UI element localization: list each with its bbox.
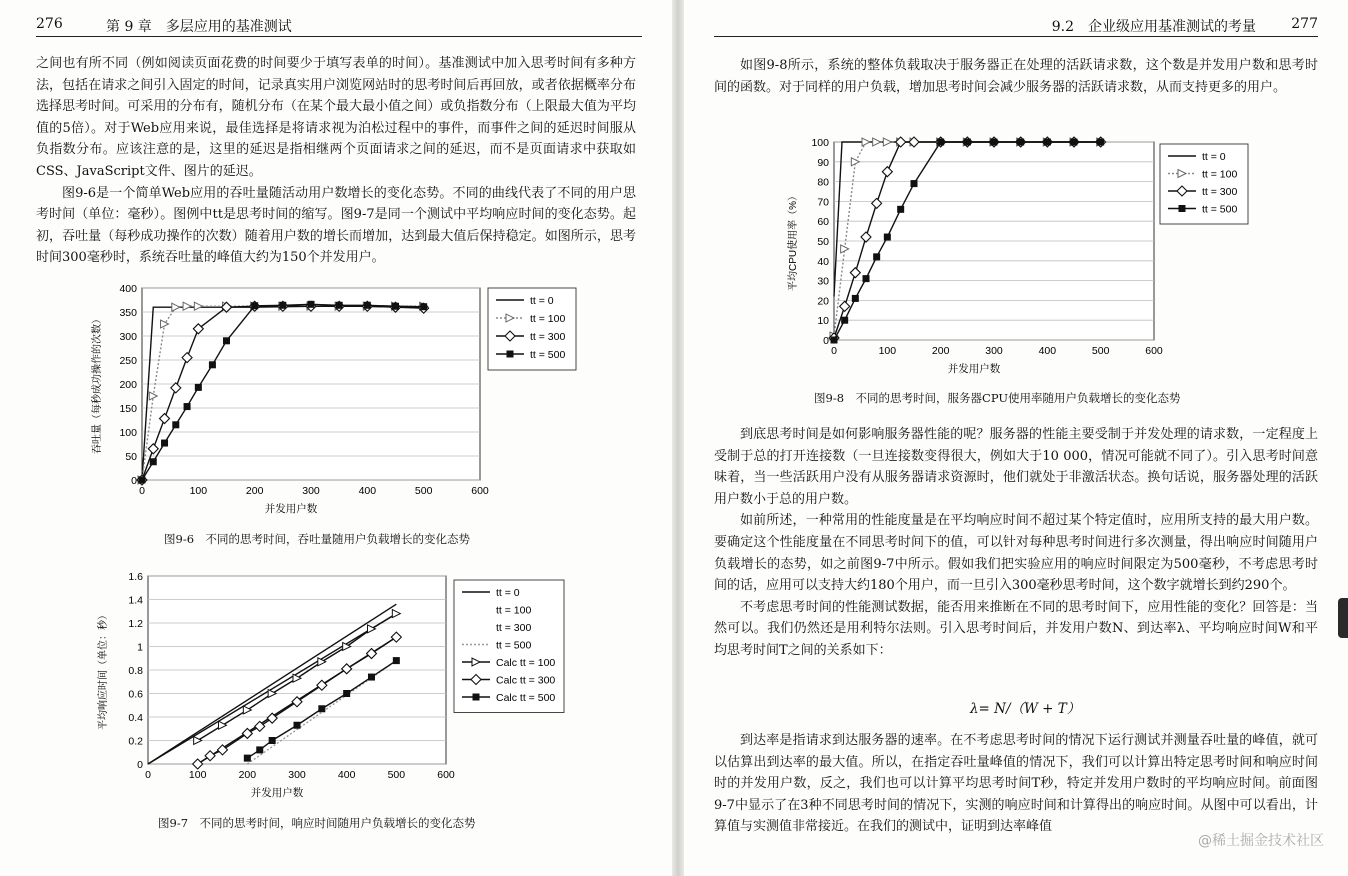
- legend-label: tt = 300: [1202, 186, 1238, 198]
- x-tick-label: 0: [145, 769, 151, 781]
- data-point: [1044, 139, 1051, 146]
- paragraph: 之间也有所不同（例如阅读页面花费的时间要少于填写表单的时间）。基准测试中加入思考时间有多种方法，包括在请求之间引入固定的时间，记录真实用户浏览网站时的思考时间后再回放，或者依据概率分布选择思考时间。可采用的分布有，随机分布（在某个最大最小值之间）或负指数分布（上限最大值为平均值的5倍）。对于Web应用来说，最佳选择是将请求视为泊松过程中的事件，而事件之间的延迟时间服从负指数分布。应该注意的是，这里的延迟是指相继两个页面请求之间的延迟，而不是页面请求中获取如CSS、JavaScript文件、图片的延迟。: [36, 56, 636, 179]
- y-tick-label: 0: [131, 475, 137, 487]
- left-running-header: [36, 16, 642, 37]
- y-tick-label: 350: [119, 307, 137, 319]
- data-point: [393, 657, 400, 664]
- data-point: [897, 206, 904, 213]
- data-point: [318, 705, 325, 712]
- data-point: [343, 690, 350, 697]
- data-point: [139, 477, 146, 484]
- y-tick-label: 40: [817, 255, 829, 268]
- figure-9-7-chart: [92, 566, 572, 806]
- x-tick-label: 400: [1038, 345, 1057, 357]
- x-tick-label: 200: [931, 345, 950, 357]
- data-point: [884, 234, 891, 241]
- data-point: [161, 440, 168, 447]
- legend-marker: [1179, 205, 1186, 212]
- legend-label: tt = 0: [496, 587, 520, 599]
- data-point: [937, 139, 944, 146]
- data-point: [150, 458, 157, 465]
- data-point: [911, 180, 918, 187]
- y-tick-label: 0.6: [128, 688, 143, 701]
- legend-label: tt = 500: [496, 639, 532, 652]
- data-point: [873, 253, 880, 260]
- right-body-text-bottom: [714, 424, 1318, 662]
- legend-label: tt = 100: [1202, 168, 1238, 181]
- data-point: [294, 722, 301, 729]
- data-point: [1017, 139, 1024, 146]
- data-point: [184, 403, 191, 410]
- y-tick-label: 0: [823, 335, 829, 347]
- legend-label: tt = 0: [530, 295, 554, 307]
- x-tick-label: 600: [471, 485, 489, 497]
- figure-9-6-caption: 图9-6 不同的思考时间，吞吐量随用户负载增长的变化态势: [164, 532, 471, 546]
- data-point: [1071, 139, 1078, 146]
- y-tick-label: 10: [817, 315, 829, 328]
- x-tick-label: 200: [245, 485, 264, 497]
- y-tick-label: 50: [125, 451, 137, 463]
- data-point: [244, 755, 251, 762]
- x-tick-label: 0: [139, 485, 145, 497]
- x-tick-label: 100: [878, 345, 897, 357]
- data-point: [336, 302, 343, 309]
- data-point: [991, 139, 998, 146]
- legend-label: Calc tt = 500: [496, 692, 556, 704]
- figure-9-7-caption: 图9-7 不同的思考时间，响应时间随用户负载增长的变化态势: [158, 816, 476, 830]
- chapter-header: 第 9 章 多层应用的基准测试: [106, 19, 292, 35]
- y-tick-label: 30: [817, 275, 829, 288]
- x-tick-label: 100: [189, 485, 208, 497]
- x-tick-label: 100: [188, 769, 207, 781]
- figure-9-8-chart: [786, 132, 1266, 382]
- x-tick-label: 500: [387, 769, 406, 781]
- data-point: [841, 317, 848, 324]
- y-tick-label: 100: [119, 427, 137, 439]
- y-tick-label: 400: [119, 283, 137, 295]
- legend-marker: [473, 694, 480, 701]
- y-tick-label: 0.2: [128, 735, 143, 748]
- left-page-number: 276: [36, 16, 63, 32]
- y-tick-label: 0.8: [128, 665, 143, 677]
- right-page-number: 277: [1291, 16, 1318, 32]
- y-tick-label: 1.2: [128, 618, 143, 630]
- data-point: [223, 337, 230, 344]
- y-tick-label: 0.4: [128, 712, 143, 724]
- x-tick-label: 300: [288, 769, 306, 781]
- data-point: [251, 302, 258, 309]
- right-page: [684, 0, 1348, 876]
- y-tick-label: 300: [119, 331, 137, 343]
- left-body-text: [36, 53, 636, 269]
- figure-9-6-chart: [88, 276, 588, 528]
- data-point: [256, 746, 263, 753]
- data-point: [172, 421, 179, 428]
- x-axis-label: 并发用户数: [264, 503, 318, 515]
- x-axis-label: 并发用户数: [250, 787, 304, 799]
- x-tick-label: 400: [337, 769, 356, 781]
- paragraph: 不考虑思考时间的性能测试数据，能否用来推断在不同的思考时间下，应用性能的变化？回答是：当然可以。我们仍然还是用利特尔法则。引入思考时间后，并发用户数N、到达率λ、平均响应时间W和平均思考时间T之间的关系如下：: [714, 599, 1318, 658]
- data-point: [392, 303, 399, 310]
- y-tick-label: 1.6: [128, 571, 143, 583]
- data-point: [195, 384, 202, 391]
- data-point: [852, 295, 859, 302]
- legend: [1160, 144, 1248, 224]
- data-point: [863, 275, 870, 282]
- y-tick-label: 1.4: [128, 594, 143, 607]
- data-point: [368, 674, 375, 681]
- legend-marker: [507, 351, 514, 358]
- legend-label: tt = 100: [496, 604, 532, 617]
- paragraph: 到底思考时间是如何影响服务器性能的呢？服务器的性能主要受制于并发处理的请求数，一定程度上受制于总的打开连接数（一旦连接数变得很大，例如大于10 000，情况可能就不同了）。引入思考时间意味着，当一些活跃用户没有从服务器请求资源时，他们就处于非激活状态。换句话说，服务器处理的活跃用户数小于总的用户数。: [714, 427, 1318, 507]
- book-gutter: [672, 0, 684, 876]
- data-point: [831, 337, 838, 344]
- right-body-text-end: [714, 730, 1318, 838]
- legend-label: tt = 500: [530, 349, 566, 361]
- data-point: [279, 302, 286, 309]
- data-point: [364, 302, 371, 309]
- paragraph: 如前所述，一种常用的性能度量是在平均响应时间不超过某个特定值时，应用所支持的最大用户数。要确定这个性能度量在不同思考时间下的值，可以针对每种思考时间进行多次测量，得出响应时间随用户负载增长的态势，如之前图9-7中所示。假如我们把实验应用的响应时间限定为500毫秒，不考虑思考时间的话，应用可以支持大约180个用户，而一旦引入300毫秒思考时间，这个数字就增长到约290个。: [714, 513, 1318, 594]
- x-tick-label: 0: [831, 345, 837, 357]
- right-body-text-top: [714, 55, 1318, 98]
- y-tick-label: 70: [817, 196, 829, 209]
- figure-9-8-caption: 图9-8 不同的思考时间，服务器CPU使用率随用户负载增长的变化态势: [814, 391, 1181, 405]
- watermark: @稀土掘金技术社区: [1198, 833, 1324, 849]
- x-tick-label: 400: [358, 485, 377, 497]
- y-tick-label: 100: [811, 137, 829, 149]
- section-header: 9.2 企业级应用基准测试的考量: [1051, 19, 1256, 35]
- y-axis-label: 吞吐量（每秒成功操作的次数）: [92, 314, 103, 454]
- data-point: [209, 361, 216, 368]
- x-tick-label: 500: [414, 485, 433, 497]
- legend: [488, 288, 576, 370]
- legend-label: tt = 100: [530, 313, 566, 325]
- x-tick-label: 600: [437, 769, 455, 781]
- paragraph: 图9-6是一个简单Web应用的吞吐量随活动用户数增长的变化态势。不同的曲线代表了不同的用户思考时间（单位：毫秒）。图例中tt是思考时间的缩写。图9-7是同一个测试中平均响应时间的变化态势。起初，吞吐量（每秒成功操作的次数）随着用户数的增长而增加，达到最大值后保持稳定。如图所示，思考时间300毫秒时，系统吞吐量的峰值大约为150个并发用户。: [36, 185, 636, 266]
- legend-label: Calc tt = 300: [496, 674, 556, 687]
- y-tick-label: 80: [817, 176, 829, 189]
- data-point: [964, 139, 971, 146]
- left-page: [0, 0, 672, 876]
- legend-label: Calc tt = 100: [496, 657, 556, 669]
- y-tick-label: 250: [119, 355, 137, 367]
- chapter-tab-marker: [1338, 598, 1348, 638]
- y-tick-label: 60: [817, 216, 829, 229]
- x-tick-label: 600: [1145, 345, 1163, 357]
- y-axis-label: 平均CPU使用率（%）: [788, 190, 799, 292]
- paragraph: 到达率是指请求到达服务器的速率。在不考虑思考时间的情况下运行测试并测量吞吐量的峰值，就可以估算出到达率的最大值。所以，在指定吞吐量峰值的情况下，我们可以计算出特定思考时间和响应时间时的并发用户数，反之，我们也可以计算平均思考时间T秒，特定并发用户数时的平均响应时间。前面图9-7中显示了在3种不同思考时间的情况下，实测的响应时间和计算得出的响应时间。从图中可以看出，计算值与实测值非常接近。在我们的测试中，证明到达率峰值: [714, 733, 1318, 835]
- y-tick-label: 150: [119, 403, 137, 415]
- data-point: [420, 303, 427, 310]
- y-tick-label: 20: [817, 295, 829, 308]
- y-tick-label: 50: [817, 236, 829, 248]
- y-tick-label: 90: [817, 156, 829, 169]
- y-tick-label: 1: [137, 641, 143, 654]
- x-axis-label: 并发用户数: [947, 363, 1001, 375]
- legend-label: tt = 0: [1202, 151, 1226, 163]
- legend: [454, 580, 564, 713]
- data-point: [308, 301, 315, 308]
- y-tick-label: 0: [137, 759, 143, 771]
- x-tick-label: 200: [238, 769, 257, 781]
- x-tick-label: 300: [985, 345, 1003, 357]
- legend-label: tt = 500: [1202, 203, 1238, 216]
- data-point: [1097, 139, 1104, 146]
- right-running-header: [714, 16, 1318, 37]
- littles-law-formula: λ= N/（W + T）: [970, 701, 1081, 717]
- y-tick-label: 200: [119, 379, 137, 391]
- paragraph: 如图9-8所示，系统的整体负载取决于服务器正在处理的活跃请求数，这个数是并发用户数和思考时间的函数。对于同样的用户负载，增加思考时间会减少服务器的活跃请求数，从而支持更多的用户。: [714, 58, 1318, 95]
- x-tick-label: 500: [1091, 345, 1110, 357]
- legend-label: tt = 300: [530, 331, 566, 343]
- y-axis-label: 平均响应时间（单位：秒）: [98, 610, 109, 730]
- data-point: [269, 737, 276, 744]
- legend-label: tt = 300: [496, 622, 532, 634]
- x-tick-label: 300: [302, 485, 320, 497]
